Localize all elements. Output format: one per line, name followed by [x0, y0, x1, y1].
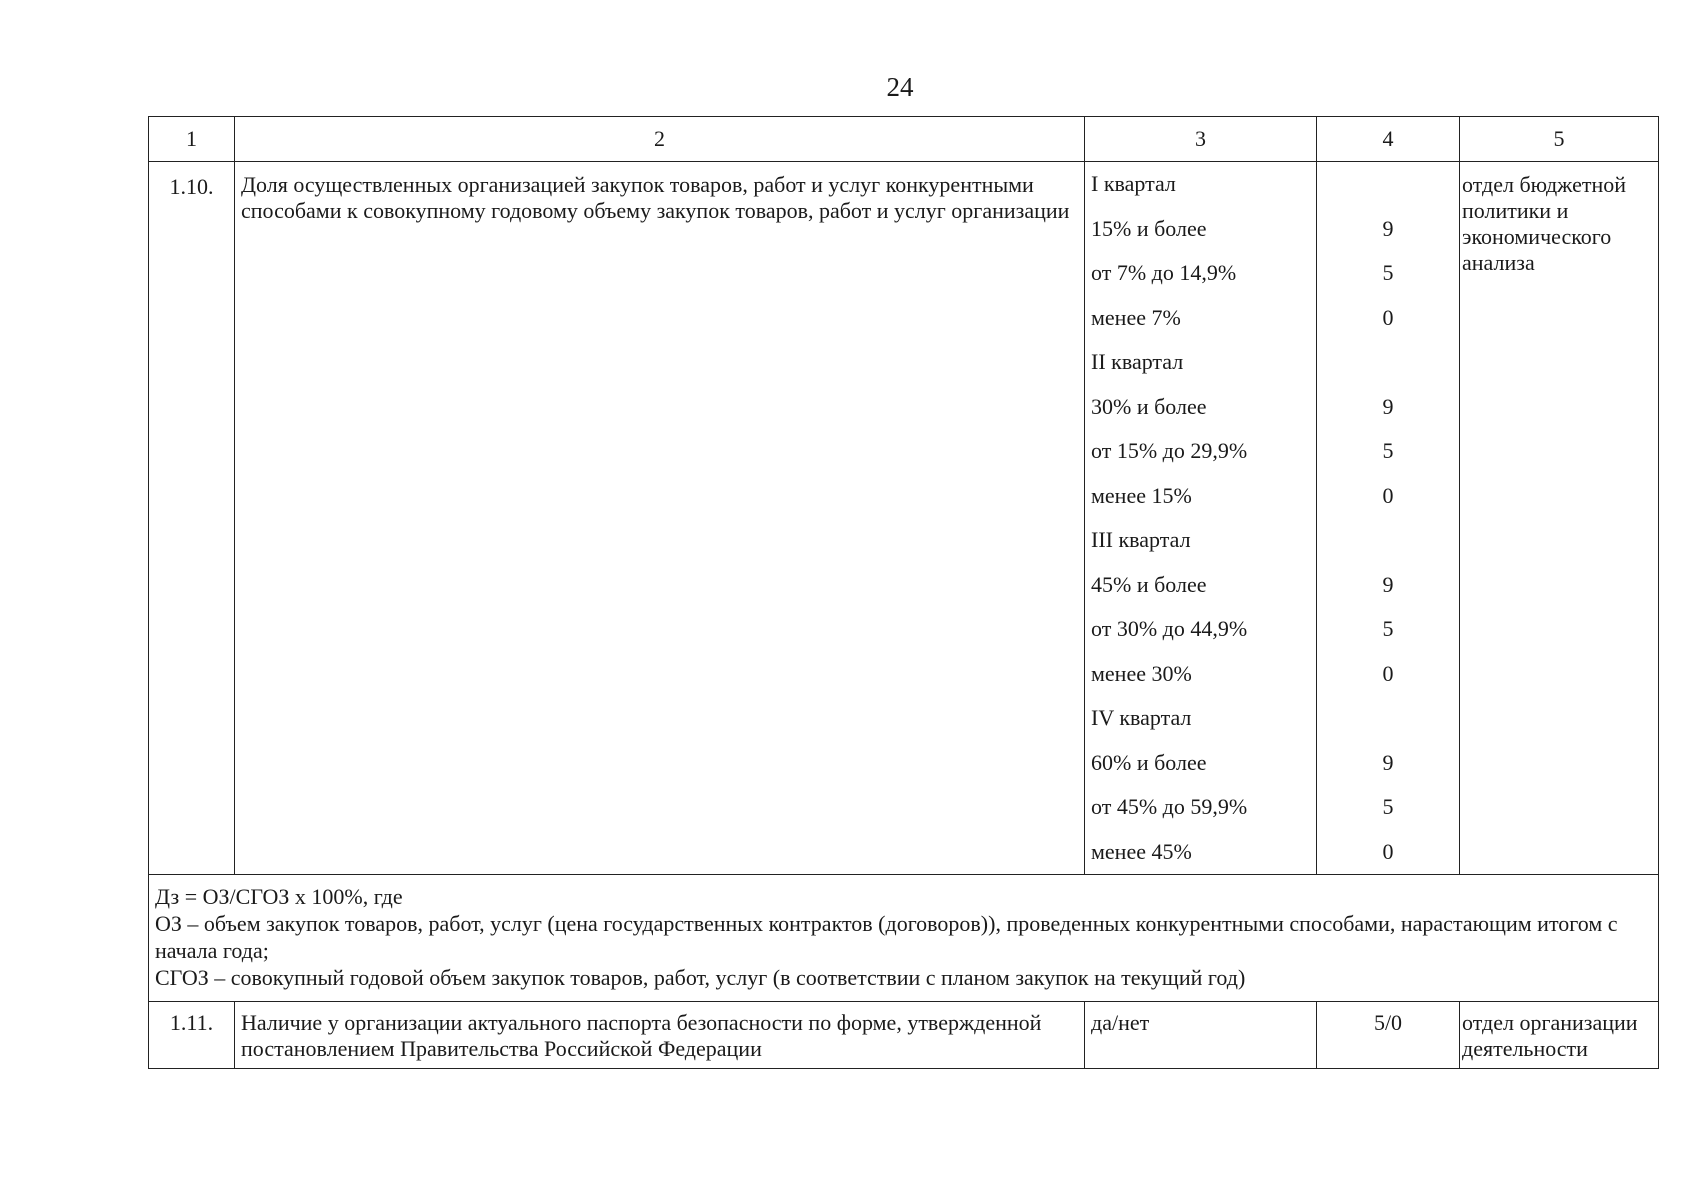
criterion-label: 45% и более	[1091, 571, 1207, 597]
responsible-department: отдел организации деятельности	[1460, 1002, 1659, 1069]
criterion-label: I квартал	[1091, 171, 1176, 197]
score-cell	[1317, 162, 1460, 875]
row-number: 1.10.	[149, 162, 235, 875]
criterion-score: 0	[1382, 660, 1394, 686]
table-row	[149, 1002, 1659, 1069]
formula-definition: Дз = ОЗ/СГОЗ х 100%, где	[155, 884, 403, 909]
criteria-cell	[1085, 162, 1317, 875]
column-header: 3	[1085, 117, 1317, 162]
criterion-label: от 30% до 44,9%	[1091, 616, 1248, 642]
formula-cell	[149, 875, 1659, 1002]
criterion-score: 0	[1382, 838, 1394, 864]
criterion-score	[1317, 518, 1459, 563]
criterion-score: 5	[1382, 616, 1394, 642]
criterion-score: 0	[1382, 304, 1394, 330]
criterion-label: 60% и более	[1091, 749, 1207, 775]
criteria-cell: да/нет	[1085, 1002, 1317, 1069]
page-number: 24	[886, 72, 914, 102]
row-number: 1.11.	[149, 1002, 235, 1069]
table-row	[149, 162, 1659, 875]
column-header: 5	[1460, 117, 1659, 162]
criterion-score: 5	[1382, 260, 1394, 286]
criterion-score: 5	[1382, 438, 1394, 464]
criterion-label: от 45% до 59,9%	[1091, 794, 1248, 820]
column-header: 4	[1317, 117, 1460, 162]
criterion-score: 5	[1382, 794, 1394, 820]
criterion-label: менее 7%	[1091, 304, 1181, 330]
criterion-score	[1317, 696, 1459, 741]
indicator-description: Наличие у организации актуального паспорта безопасности по форме, утвержденной постановлением Правительства Российской Федерации	[235, 1002, 1085, 1069]
criterion-label: менее 45%	[1091, 838, 1192, 864]
criterion-label: II квартал	[1091, 349, 1184, 375]
criterion-label: менее 30%	[1091, 660, 1192, 686]
score-cell: 5/0	[1317, 1002, 1460, 1069]
criterion-score	[1317, 340, 1459, 385]
criterion-score: 9	[1382, 215, 1394, 241]
criterion-label: от 15% до 29,9%	[1091, 438, 1248, 464]
table-header-row	[149, 117, 1659, 162]
criterion-score: 9	[1382, 393, 1394, 419]
criterion-label: 15% и более	[1091, 215, 1207, 241]
responsible-department: отдел бюджетной политики и экономического анализа	[1460, 162, 1659, 875]
criteria-table	[148, 116, 1659, 1069]
formula-variable-oz: ОЗ – объем закупок товаров, работ, услуг (цена государственных контрактов (договоров)), проведенных конкурентными способами, нарастающим итогом с начала года;	[155, 911, 1618, 963]
criterion-score	[1317, 162, 1459, 207]
indicator-description: Доля осуществленных организацией закупок товаров, работ и услуг конкурентными способами к совокупному годовому объему закупок товаров, работ и услуг организации	[235, 162, 1085, 875]
criterion-score: 0	[1382, 482, 1394, 508]
criterion-label: 30% и более	[1091, 393, 1207, 419]
formula-variable-sgoz: СГОЗ – совокупный годовой объем закупок товаров, работ, услуг (в соответствии с планом закупок на текущий год)	[155, 965, 1246, 990]
criterion-label: IV квартал	[1091, 705, 1192, 731]
criterion-label: III квартал	[1091, 527, 1191, 553]
criterion-label: менее 15%	[1091, 482, 1192, 508]
column-header: 1	[149, 117, 235, 162]
column-header: 2	[235, 117, 1085, 162]
criterion-label: от 7% до 14,9%	[1091, 260, 1237, 286]
criterion-score: 9	[1382, 571, 1394, 597]
criterion-score: 9	[1382, 749, 1394, 775]
formula-row	[149, 875, 1659, 1002]
